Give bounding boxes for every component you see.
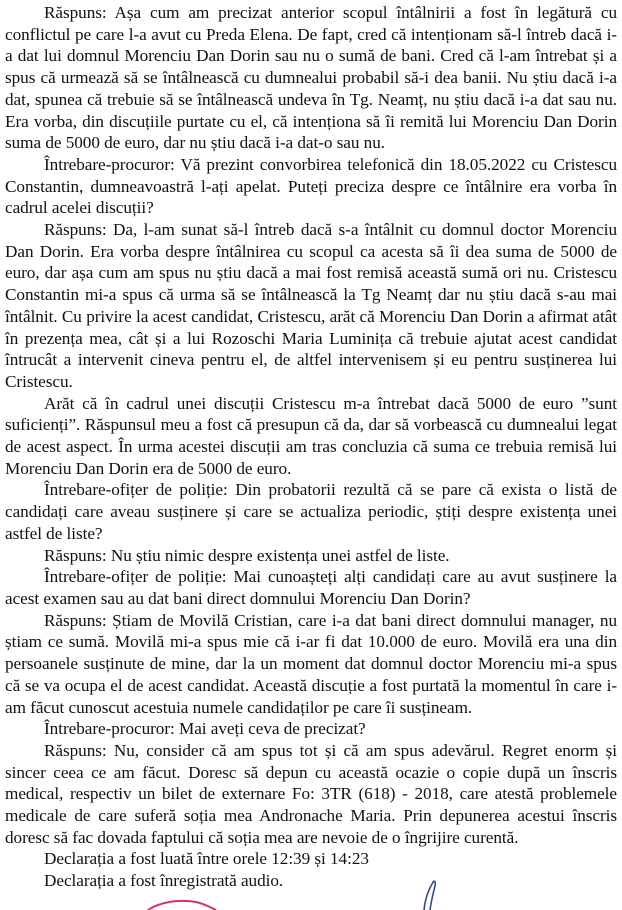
paragraph-question-prosecutor-2: Întrebare-procuror: Mai aveți ceva de precizat? <box>44 719 366 739</box>
paragraph-answer-3: Răspuns: Nu știu nimic despre existența unei astfel de liste. <box>44 545 450 565</box>
paragraph-answer-4: Răspuns: Știam de Movilă Cristian, care i-a dat bani direct domnului manager, nu știam ce sumă. Movilă mi-a spus mie că i-ar fi dat 10.000 de euro. Movilă era una din persoanele susținute de mine, dar la un moment dat domnul doctor Morenciu mi-a spus că se va ocupa el de acest candidat. Această discuție a fost purtată la momentul în care i-am făcut cunoscut acestuia numele candidaților pe care îi susțineam. <box>5 610 617 717</box>
statement-audio-note: Declarația a fost înregistrată audio. <box>44 871 284 891</box>
red-signature-stroke <box>148 901 216 910</box>
paragraph-answer-2-continued: Arăt că în cadrul unei discuții Cristescu m-a întrebat dacă 5000 de euro ”sunt suficienți”. Răspunsul meu a fost că presupun că da, dar să vorbească cu dumnealui legat de acest aspect. În urma acestei discuții am tras concluzia că suma ce trebuia remisă lui Morenciu Dan Dorin era de 5000 de euro. <box>5 393 617 478</box>
paragraph-question-police-2: Întrebare-ofițer de poliție: Mai cunoașteți alți candidați care au avut susținere la acest examen sau au dat bani direct domnului Morenciu Dan Dorin? <box>5 567 617 608</box>
paragraph-question-prosecutor-1: Întrebare-procuror: Vă prezint convorbirea telefonică din 18.05.2022 cu Cristescu Constantin, dumneavoastră l-ați apelat. Puteți preciza despre ce întâlnire era vorba în cadrul acelei discuții? <box>5 154 617 218</box>
paragraph-answer-2: Răspuns: Da, l-am sunat să-l întreb dacă s-a întâlnit cu domnul doctor Morenciu Dan Dorin. Era vorba despre întâlnirea cu scopul ca acesta să îi dea suma de 5000 de euro, dar așa cum am spus nu știu dacă a mai fost remisă această sumă ori nu. Cristescu Constantin mi-a spus că urma să se întâlnească la Tg Neamț dar nu știu dacă s-au mai întâlnit. Cu privire la acest candidat, Cristescu, arăt că Morenciu Dan Dorin a afirmat atât în prezența mea, cât și a lui Rozoschi Maria Luminița că trebuie ajutat acest candidat întrucât a intervenit cineva pentru el, de altfel intervenisem și eu pentru susținerea lui Cristescu. <box>5 220 617 391</box>
paragraph-answer-5: Răspuns: Nu, consider că am spus tot și că am spus adevărul. Regret enorm și sincer ceea ce am făcut. Doresc să depun cu această ocazie o copie după un înscris medical, respectiv un bilet de externare Fo: 3TR (618) - 2018, care atestă problemele medicale de care suferă soția mea Andronache Maria. Prin depunerea acestui înscris doresc să fac dovada faptului că soția mea are nevoie de o îngrijire curentă. <box>5 740 617 847</box>
paragraph-question-police-1: Întrebare-ofițer de poliție: Din probatorii rezultă că se pare că exista o listă de candidați care aveau susținere și care se actualiza periodic, știți despre existența unei astfel de liste? <box>5 480 617 543</box>
paragraph-answer-1: Răspuns: Așa cum am precizat anterior scopul întâlnirii a fost în legătură cu conflictul pe care l-a avut cu Preda Elena. De fapt, cred că intenționam să-l întreb dacă i-a dat lui domnul Morenciu Dan Dorin sau nu o sumă de bani. Cred că l-am întrebat și a spus că urmează să se întâlnească cu dumnealui probabil să-i dea banii. Nu știu dacă i-a dat, spunea că trebuie să se întâlnească undeva în Tg. Neamț, nu știu dacă i-a dat sau nu. Era vorba, din discuțiile purtate cu el, că intenționa să îi remită lui Morenciu Dan Dorin suma de 5000 de euro, dar nu știu dacă i-a dat-o sau nu. <box>5 3 617 153</box>
statement-time-note: Declarația a fost luată între orele 12:39 și 14:23 <box>44 849 369 869</box>
document-body <box>5 2 617 892</box>
